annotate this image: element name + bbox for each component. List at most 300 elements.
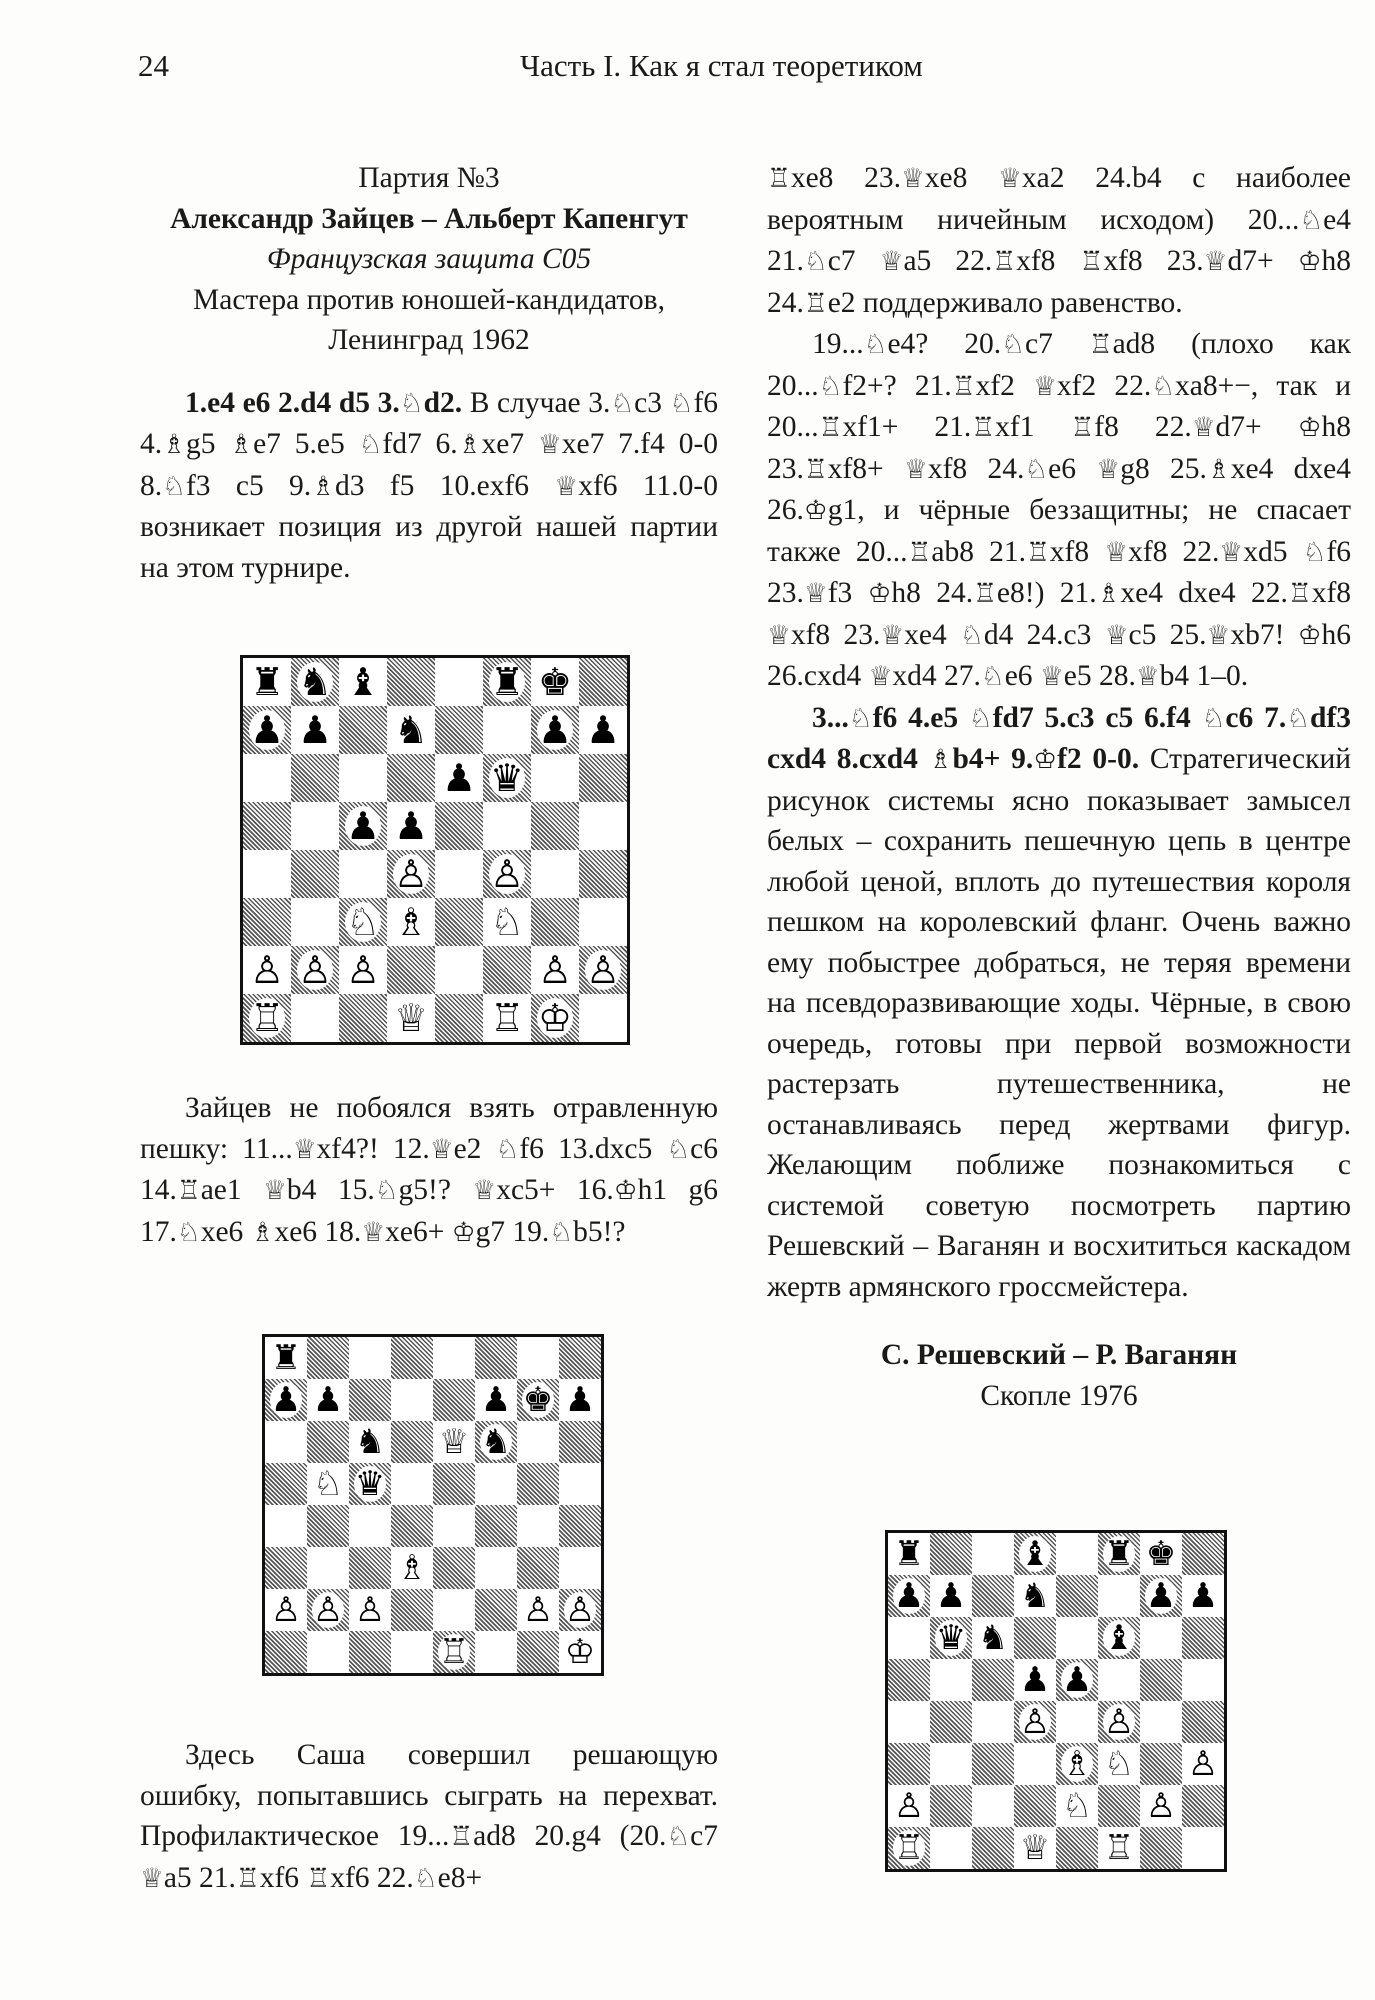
chess-piece: ♜ xyxy=(893,1534,925,1574)
piece-glyph: ♕ xyxy=(140,1862,164,1894)
chess-piece: ♜ xyxy=(489,660,525,704)
chess-piece: ♛ xyxy=(935,1618,967,1658)
text-run: e2 xyxy=(453,1132,496,1165)
chess-piece: ♙ xyxy=(893,1786,925,1826)
board-square xyxy=(483,994,531,1042)
chess-piece: ♙ xyxy=(249,948,285,992)
right-paragraph-3-text: Стратегический рисунок системы ясно показывает замысел белых – сохранить пешечную цепь в центре любой ценой, вплоть до путешествия короля пешком на королевский фланг. Очень важно ему побыстрее добраться, не теряя времени на псевдоразвивающие ходы. Чёрные, в свою очередь, готовы при первой возможности растерзать путешественника, не останавливаясь перед жертвами фигур. Желающим поближе познакомиться с системой советую посмотреть партию Решевский – Ваганян и восхититься каскадом жертв армянского гроссмейстера. xyxy=(767,743,1352,1303)
chess-piece: ♚ xyxy=(537,660,573,704)
piece-glyph: ♖ xyxy=(992,246,1017,277)
text-run: f6 4.e5 xyxy=(872,701,969,734)
text-run: ae1 xyxy=(200,1174,264,1206)
text-run: h6 26.cxd4 xyxy=(767,618,1352,692)
text-run: xe8 xyxy=(924,162,999,194)
chess-piece: ♟ xyxy=(537,708,573,752)
text-run: df3 cxd4 8.cxd4 xyxy=(767,701,1352,775)
board-square xyxy=(307,1589,349,1631)
chess-piece: ♕ xyxy=(393,996,429,1040)
chess-piece: ♖ xyxy=(249,996,285,1040)
text-run: xa8+−, так и 20... xyxy=(767,369,1351,443)
board-square xyxy=(1056,1785,1098,1827)
piece-glyph: ♗ xyxy=(311,470,335,502)
board-square xyxy=(483,706,531,754)
board-square xyxy=(307,1505,349,1547)
text-run: xf8 xyxy=(1016,245,1080,277)
board-square xyxy=(1182,1785,1224,1827)
board-square xyxy=(475,1337,517,1379)
piece-glyph: ♖ xyxy=(449,1821,474,1852)
text-run: g7 19. xyxy=(475,1215,550,1248)
board-square xyxy=(483,754,531,802)
chess-piece: ♚ xyxy=(1145,1534,1177,1574)
piece-glyph: ♖ xyxy=(1079,246,1104,277)
chess-piece: ♟ xyxy=(480,1380,512,1420)
board-square xyxy=(930,1575,972,1617)
board-square xyxy=(435,946,483,994)
board-square xyxy=(531,850,579,898)
piece-glyph: ♘ xyxy=(413,1862,438,1894)
running-title: Часть I. Как я стал теоретиком xyxy=(520,48,923,83)
board-square xyxy=(1182,1533,1224,1575)
board-square xyxy=(531,802,579,850)
text-run: f6 4. xyxy=(140,386,719,460)
board-square xyxy=(1014,1827,1056,1869)
piece-glyph: ♖ xyxy=(973,578,997,609)
board-square xyxy=(339,706,387,754)
chess-piece: ♟ xyxy=(270,1380,302,1420)
chess-piece: ♝ xyxy=(345,660,381,704)
chess-diagram-1 xyxy=(240,655,630,1045)
chess-piece: ♟ xyxy=(1145,1576,1177,1616)
board-square xyxy=(1014,1617,1056,1659)
text-run: e5 28. xyxy=(1063,660,1136,692)
text-run: xa2 24.b4 с наиболее вероятным ничейным исходом) 20... xyxy=(767,162,1352,236)
piece-glyph: ♖ xyxy=(971,412,996,443)
chess-piece: ♟ xyxy=(249,708,285,752)
text-run: c5 25. xyxy=(1128,618,1207,651)
chess-piece: ♞ xyxy=(297,660,333,704)
chess-piece: ♟ xyxy=(312,1380,344,1420)
board-square xyxy=(483,898,531,946)
board-square xyxy=(517,1631,559,1673)
board-square xyxy=(579,754,627,802)
board-square xyxy=(307,1631,349,1673)
board-square xyxy=(1056,1827,1098,1869)
board-square xyxy=(888,1827,930,1869)
piece-glyph: ♕ xyxy=(429,1133,454,1165)
board-square xyxy=(339,850,387,898)
piece-glyph: ♘ xyxy=(863,329,888,360)
board-square xyxy=(291,754,339,802)
piece-glyph: ♘ xyxy=(968,702,993,734)
board-square xyxy=(559,1463,601,1505)
board-square xyxy=(517,1379,559,1421)
board-square xyxy=(291,994,339,1042)
board-square xyxy=(349,1631,391,1673)
text-run: e7 5.e5 xyxy=(253,428,359,460)
board-square xyxy=(1140,1617,1182,1659)
chess-piece: ♔ xyxy=(537,996,573,1040)
text-run: xf1 xyxy=(995,411,1071,443)
text-run: c6 7. xyxy=(1225,701,1287,734)
board-square xyxy=(1098,1575,1140,1617)
board-square xyxy=(339,898,387,946)
piece-glyph: ♘ xyxy=(669,387,694,419)
board-square xyxy=(1140,1533,1182,1575)
board-square xyxy=(930,1701,972,1743)
game-place: Ленинград 1962 xyxy=(328,324,530,356)
text-run: e8+ xyxy=(437,1861,483,1894)
text-run: Зайцев не побоялся взять отравленную пешку: 11... xyxy=(140,1092,718,1165)
board-square xyxy=(243,754,291,802)
board-square xyxy=(559,1379,601,1421)
board-square xyxy=(1182,1701,1224,1743)
chess-piece: ♕ xyxy=(438,1422,470,1462)
text-run: xf1+ 21. xyxy=(842,411,972,443)
piece-glyph: ♕ xyxy=(1104,619,1129,651)
chess-piece: ♘ xyxy=(489,900,525,944)
piece-glyph: ♕ xyxy=(1219,536,1244,568)
board-square xyxy=(531,946,579,994)
board-square xyxy=(1014,1701,1056,1743)
piece-glyph: ♕ xyxy=(900,163,925,194)
text-run: e6 xyxy=(1004,660,1040,692)
piece-glyph: ♘ xyxy=(960,619,984,651)
text-run: b5!? xyxy=(573,1215,626,1248)
chess-piece: ♙ xyxy=(489,852,525,896)
piece-glyph: ♗ xyxy=(162,429,186,460)
text-run: xe7 xyxy=(481,428,538,460)
board-square xyxy=(1014,1533,1056,1575)
board-square xyxy=(307,1463,349,1505)
board-square xyxy=(517,1421,559,1463)
text-run: g1, и чёрные беззащитны; не спасает также 20... xyxy=(767,494,1351,568)
chess-piece: ♖ xyxy=(438,1632,470,1672)
board-square xyxy=(433,1589,475,1631)
chess-piece: ♟ xyxy=(893,1576,925,1616)
piece-glyph: ♕ xyxy=(263,1175,287,1206)
piece-glyph: ♘ xyxy=(399,387,424,419)
text-run: h1 g6 17. xyxy=(140,1174,719,1248)
board-square xyxy=(1098,1617,1140,1659)
chess-piece: ♟ xyxy=(441,756,477,800)
chess-piece: ♞ xyxy=(480,1422,512,1462)
board-square xyxy=(387,898,435,946)
board-square xyxy=(1182,1575,1224,1617)
piece-glyph: ♘ xyxy=(1201,702,1226,734)
board-square xyxy=(243,802,291,850)
board-square xyxy=(433,1631,475,1673)
piece-glyph: ♖ xyxy=(803,287,828,319)
text-run: d3 f5 10.exf6 xyxy=(335,469,555,502)
chess-piece: ♜ xyxy=(270,1338,302,1378)
game-moves-bold xyxy=(185,387,462,419)
text-run: f6 23. xyxy=(767,535,1352,609)
board-square xyxy=(579,994,627,1042)
board-square xyxy=(475,1379,517,1421)
board-square xyxy=(517,1547,559,1589)
board-square xyxy=(475,1589,517,1631)
text-run: xf8+ xyxy=(827,452,904,485)
board-square xyxy=(579,850,627,898)
board-square xyxy=(1056,1617,1098,1659)
board-square xyxy=(1056,1575,1098,1617)
board-square xyxy=(579,802,627,850)
board-square xyxy=(265,1337,307,1379)
board-square xyxy=(243,706,291,754)
text-run: ad8 20.g4 (20. xyxy=(473,1820,667,1852)
board-square xyxy=(930,1533,972,1575)
text-run: f3 xyxy=(827,577,868,609)
text-run: b4 15. xyxy=(286,1174,375,1206)
text-run: f2 0-0. xyxy=(1057,743,1140,775)
text-run: xc5+ 16. xyxy=(496,1174,614,1206)
board-square xyxy=(1098,1827,1140,1869)
board-square xyxy=(483,850,531,898)
board-square xyxy=(1098,1659,1140,1701)
board-square xyxy=(349,1421,391,1463)
piece-glyph: ♖ xyxy=(907,536,932,568)
text-run: g8 25. xyxy=(1120,452,1207,485)
chess-piece: ♖ xyxy=(489,996,525,1040)
board-square xyxy=(475,1463,517,1505)
board-square xyxy=(930,1617,972,1659)
text-run: fd7 6. xyxy=(382,428,458,460)
text-run: xe4 xyxy=(904,618,961,651)
chess-piece: ♘ xyxy=(312,1464,344,1504)
text-run: xd4 27. xyxy=(892,660,981,692)
left-column-middle xyxy=(140,1088,718,1253)
text-run: c6 14. xyxy=(140,1132,719,1206)
board-square xyxy=(243,658,291,706)
text-run: xf8 23. xyxy=(1103,245,1204,277)
board-square xyxy=(391,1337,433,1379)
board-square xyxy=(243,946,291,994)
board-square xyxy=(559,1589,601,1631)
piece-glyph: ♗ xyxy=(229,429,254,460)
piece-glyph: ♔ xyxy=(803,495,828,526)
text-run: xf6 xyxy=(259,1861,307,1894)
board-square xyxy=(387,850,435,898)
board-square xyxy=(559,1337,601,1379)
board-square xyxy=(265,1589,307,1631)
piece-glyph: ♘ xyxy=(176,1216,201,1248)
piece-glyph: ♔ xyxy=(1297,246,1322,277)
board-square xyxy=(291,850,339,898)
chess-piece: ♞ xyxy=(1019,1576,1051,1616)
piece-glyph: ♔ xyxy=(451,1216,476,1248)
left-column xyxy=(140,158,718,588)
piece-glyph: ♘ xyxy=(1151,370,1176,402)
piece-glyph: ♕ xyxy=(803,578,828,609)
board-square xyxy=(243,994,291,1042)
piece-glyph: ♘ xyxy=(495,1133,520,1165)
board-square xyxy=(888,1701,930,1743)
text-run: ad8 (плохо как 20... xyxy=(767,328,1352,402)
chess-piece: ♟ xyxy=(585,708,621,752)
text-run: h8 23. xyxy=(767,411,1352,485)
text-run: xb7! xyxy=(1230,618,1298,651)
text-run: c7 xyxy=(1024,328,1089,360)
board-square xyxy=(433,1421,475,1463)
board-square xyxy=(483,802,531,850)
board-square xyxy=(1056,1701,1098,1743)
board-square xyxy=(265,1421,307,1463)
text-run: h8 24. xyxy=(767,245,1352,319)
text-run: h8 24. xyxy=(891,577,974,609)
piece-glyph: ♗ xyxy=(1206,453,1231,485)
board-square xyxy=(559,1631,601,1673)
piece-glyph: ♘ xyxy=(374,1175,399,1206)
piece-glyph: ♖ xyxy=(176,1175,201,1206)
board-square xyxy=(972,1701,1014,1743)
game2-place: Скопле 1976 xyxy=(980,1379,1138,1412)
chess-piece: ♞ xyxy=(393,708,429,752)
piece-glyph: ♔ xyxy=(613,1175,638,1206)
text-run: xf2 22. xyxy=(1056,369,1152,402)
board-square xyxy=(435,898,483,946)
text-run: e4 21. xyxy=(767,203,1351,277)
board-square xyxy=(1182,1827,1224,1869)
chess-piece: ♘ xyxy=(1103,1744,1135,1784)
piece-glyph: ♕ xyxy=(767,619,791,651)
chess-piece: ♟ xyxy=(345,804,381,848)
board-square xyxy=(1182,1659,1224,1701)
piece-glyph: ♕ xyxy=(880,619,905,651)
board-square xyxy=(433,1547,475,1589)
board-square xyxy=(1098,1743,1140,1785)
chess-piece: ♘ xyxy=(1061,1786,1093,1826)
board-square xyxy=(972,1533,1014,1575)
chess-piece: ♙ xyxy=(270,1590,302,1630)
piece-glyph: ♘ xyxy=(549,1216,574,1248)
board-square xyxy=(435,994,483,1042)
board-square xyxy=(349,1463,391,1505)
text-run: xf8 22. xyxy=(1128,535,1220,568)
board-square xyxy=(1140,1659,1182,1701)
chess-piece: ♟ xyxy=(1061,1660,1093,1700)
chess-piece: ♚ xyxy=(522,1380,554,1420)
board-square xyxy=(391,1589,433,1631)
text-run: c7 xyxy=(690,1820,718,1852)
board-square xyxy=(391,1421,433,1463)
piece-glyph: ♔ xyxy=(867,578,892,609)
board-square xyxy=(483,658,531,706)
piece-glyph: ♗ xyxy=(1096,578,1121,609)
chess-piece: ♞ xyxy=(354,1422,386,1462)
board-square xyxy=(265,1379,307,1421)
piece-glyph: ♔ xyxy=(1297,619,1322,651)
board-square xyxy=(387,754,435,802)
page-number: 24 xyxy=(138,48,169,83)
board-square xyxy=(349,1505,391,1547)
board-square xyxy=(475,1505,517,1547)
right-paragraph-1 xyxy=(767,158,1351,324)
chess-piece: ♗ xyxy=(393,900,429,944)
board-square xyxy=(433,1337,475,1379)
piece-glyph: ♘ xyxy=(1001,329,1025,360)
text-run: xe7 7.f4 0-0 8. xyxy=(140,428,719,502)
text-run: e8!) 21. xyxy=(996,577,1097,609)
piece-glyph: ♘ xyxy=(803,246,828,277)
piece-glyph: ♔ xyxy=(1033,744,1058,775)
piece-glyph: ♗ xyxy=(250,1216,275,1248)
game-event: Мастера против юношей-кандидатов, xyxy=(193,283,665,316)
chess-piece: ♖ xyxy=(1103,1828,1135,1868)
board-square xyxy=(265,1505,307,1547)
chess-piece: ♙ xyxy=(564,1590,596,1630)
piece-glyph: ♕ xyxy=(1191,412,1216,443)
board-square xyxy=(1140,1785,1182,1827)
left-paragraph-3 xyxy=(140,1735,718,1899)
piece-glyph: ♘ xyxy=(848,702,873,734)
board-square xyxy=(1182,1743,1224,1785)
text-run: f3 c5 9. xyxy=(185,469,312,502)
chess-piece: ♟ xyxy=(1019,1660,1051,1700)
text-run: d7+ xyxy=(1227,245,1298,277)
text-run: f6 13.dxc5 xyxy=(519,1132,667,1165)
piece-glyph: ♕ xyxy=(537,429,562,460)
chess-piece: ♕ xyxy=(1019,1828,1051,1868)
board-square xyxy=(307,1337,349,1379)
board-square xyxy=(888,1785,930,1827)
chess-piece: ♙ xyxy=(1187,1744,1219,1784)
piece-glyph: ♘ xyxy=(980,661,1005,692)
chess-piece: ♛ xyxy=(489,756,525,800)
text-run: xe4 dxe4 26. xyxy=(767,452,1352,526)
board-square xyxy=(339,994,387,1042)
piece-glyph: ♖ xyxy=(951,370,976,402)
board-square xyxy=(888,1533,930,1575)
board-square xyxy=(435,658,483,706)
chess-piece: ♙ xyxy=(1103,1702,1135,1742)
text-run: xf8 23. xyxy=(790,618,881,651)
board-square xyxy=(349,1337,391,1379)
board-square xyxy=(265,1463,307,1505)
piece-glyph: ♕ xyxy=(998,163,1022,194)
text-run: 3... xyxy=(812,701,849,734)
chess-piece: ♗ xyxy=(396,1548,428,1588)
board-square xyxy=(531,754,579,802)
text-run: b4+ 9. xyxy=(952,743,1034,775)
board-square xyxy=(433,1505,475,1547)
chess-piece: ♙ xyxy=(312,1590,344,1630)
game-number: Партия №3 xyxy=(358,162,500,194)
board-square xyxy=(435,850,483,898)
board-square xyxy=(517,1337,559,1379)
game-opening: Французская защита С05 xyxy=(266,243,592,275)
board-square xyxy=(243,898,291,946)
board-square xyxy=(972,1743,1014,1785)
board-square xyxy=(391,1505,433,1547)
piece-glyph: ♘ xyxy=(818,370,843,402)
piece-glyph: ♖ xyxy=(1070,412,1095,443)
piece-glyph: ♗ xyxy=(457,429,482,460)
board-square xyxy=(435,802,483,850)
board-square xyxy=(339,946,387,994)
chess-piece: ♟ xyxy=(297,708,333,752)
board-square xyxy=(387,946,435,994)
board-square xyxy=(559,1421,601,1463)
right-paragraph-3 xyxy=(767,698,1351,1308)
text-run: e6 xyxy=(1048,452,1097,485)
board-square xyxy=(531,706,579,754)
board-square xyxy=(559,1505,601,1547)
board-square xyxy=(433,1463,475,1505)
board-square xyxy=(517,1505,559,1547)
chess-piece: ♙ xyxy=(345,948,381,992)
board-square xyxy=(483,946,531,994)
